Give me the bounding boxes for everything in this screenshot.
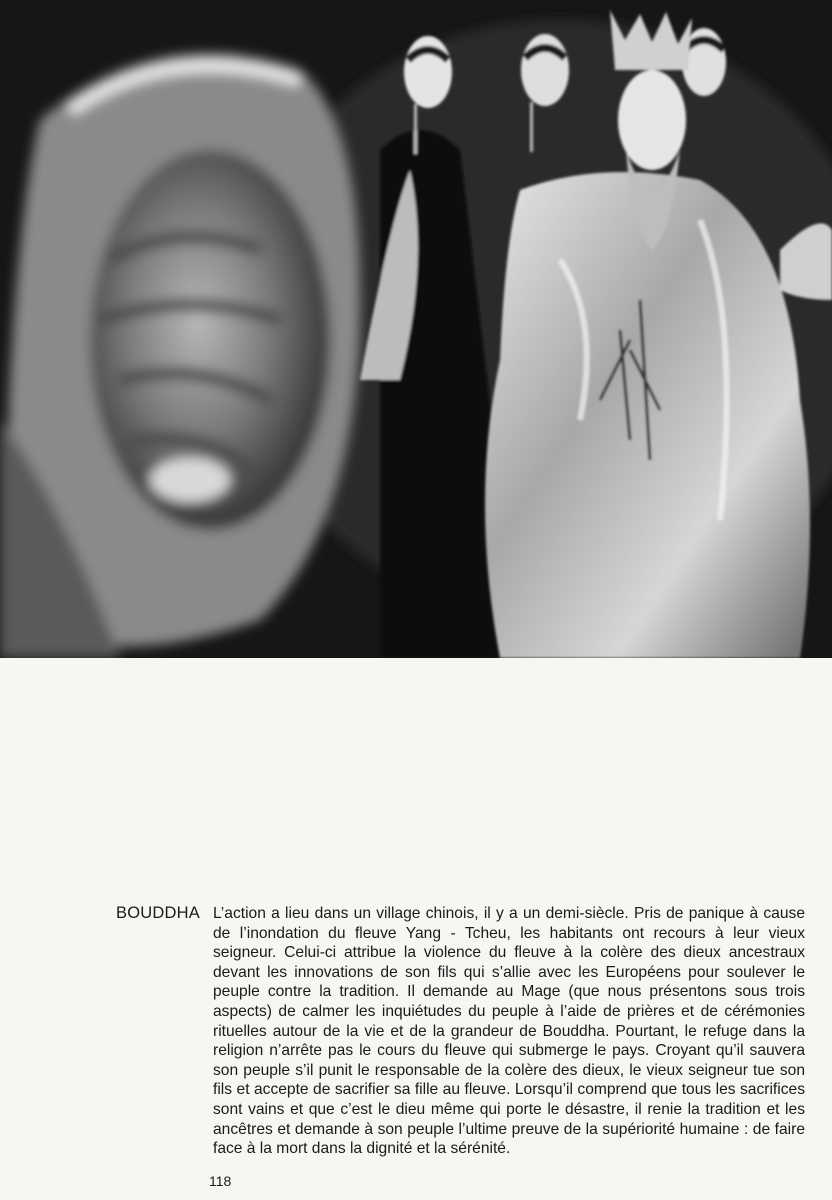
page-number: 118 — [209, 1173, 232, 1189]
caption-body: L’action a lieu dans un village chinois, il y a un demi-siècle. Pris de panique à cause de l’inondation du fleuve Yang - Tcheu, les habitants ont recours à leur vieux seigneur. Celui-ci attribue la violence du fleuve à la colère des dieux ancestraux devant les innovations de son fils qui s’allie avec les Européens pour soulever le peuple contre la tradition. Il demande au Mage (que nous présentons sous trois aspects) de calmer les inquiétudes du peuple à l’aide de prières et de cérémonies rituelles autour de la vie et de la grandeur de Bouddha. Pourtant, le refuge dans la religion n’arrête pas le cours du fleuve qui submerge le pays. Croyant qu’il sauvera son peuple s’il punit le responsable de la colère des dieux, le vieux seigneur tue son fils et accepte de sacrifier sa fille au fleuve. Lorsqu’il comprend que tous les sacrifices sont vains et que c’est le dieu même qui porte le désastre, il renie la tradition et les ancêtres et demande à son peuple l’ultime preuve de la supériorité humaine : de faire face à la mort dans la dignité et la sérénité. — [213, 905, 805, 1158]
caption-title: BOUDDHA — [116, 904, 200, 922]
